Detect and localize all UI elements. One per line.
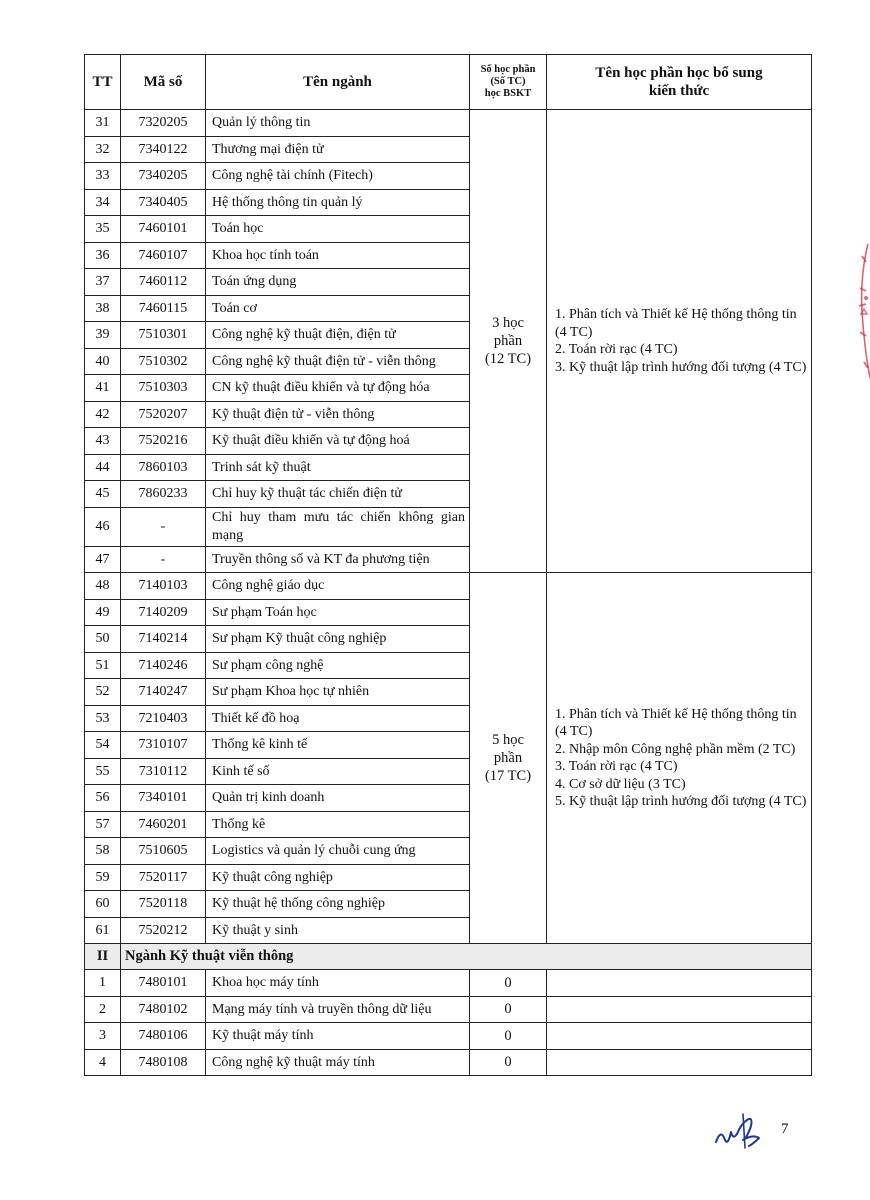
stamp-icon <box>842 236 870 386</box>
row-credits: 0 <box>470 970 547 997</box>
programs-table <box>84 54 812 1076</box>
group1-credits <box>470 110 547 573</box>
row-code: 7510303 <box>121 375 206 402</box>
row-tt: 58 <box>85 838 121 865</box>
row-tt: 35 <box>85 216 121 243</box>
row-tt: 4 <box>85 1049 121 1076</box>
row-name: Chỉ huy tham mưu tác chiến không gian mạng <box>206 507 470 546</box>
header-name: Tên ngành <box>206 55 470 110</box>
row-name: Quản trị kinh doanh <box>206 785 470 812</box>
row-name: Sư phạm Toán học <box>206 599 470 626</box>
row-name: Thống kê <box>206 811 470 838</box>
row-name: Sư phạm công nghệ <box>206 652 470 679</box>
row-code: 7480108 <box>121 1049 206 1076</box>
row-tt: 1 <box>85 970 121 997</box>
row-code: 7140246 <box>121 652 206 679</box>
row-code: 7520212 <box>121 917 206 944</box>
header-code: Mã số <box>121 55 206 110</box>
group2-course-3: 3. Toán rời rạc (4 TC) <box>555 759 678 774</box>
row-name: Chỉ huy kỹ thuật tác chiến điện tử <box>206 481 470 508</box>
row-code: 7340405 <box>121 189 206 216</box>
row-code: 7310107 <box>121 732 206 759</box>
row-tt: 43 <box>85 428 121 455</box>
group1-course-2: 2. Toán rời rạc (4 TC) <box>555 342 678 357</box>
section-row <box>85 944 812 970</box>
row-name: Kỹ thuật máy tính <box>206 1023 470 1050</box>
row-code: 7310112 <box>121 758 206 785</box>
table-row <box>85 110 812 137</box>
row-code: 7860233 <box>121 481 206 508</box>
row-code: 7460112 <box>121 269 206 296</box>
row-name: Toán học <box>206 216 470 243</box>
group1-credits-line3: (12 TC) <box>484 351 532 367</box>
group2-course-4: 4. Cơ sở dữ liệu (3 TC) <box>555 776 686 792</box>
group1-credits-line2: phần <box>493 333 523 349</box>
header-courses-line1: Tên học phần học bổ sung <box>595 65 763 81</box>
row-tt: 41 <box>85 375 121 402</box>
header-credits-line3: học BSKT <box>484 88 532 99</box>
row-courses <box>547 1049 812 1076</box>
row-tt: 51 <box>85 652 121 679</box>
row-tt: 2 <box>85 996 121 1023</box>
row-tt: 3 <box>85 1023 121 1050</box>
table-row <box>85 1049 812 1076</box>
row-code: 7520118 <box>121 891 206 918</box>
group1-course-1: 1. Phân tích và Thiết kế Hệ thống thông tin (4 TC) <box>555 307 797 340</box>
group2-course-2: 2. Nhập môn Công nghệ phần mềm (2 TC) <box>555 741 796 757</box>
row-name: Thiết kế đồ hoạ <box>206 705 470 732</box>
row-code: 7480101 <box>121 970 206 997</box>
row-tt: 31 <box>85 110 121 137</box>
row-code: 7460201 <box>121 811 206 838</box>
header-courses <box>547 55 812 110</box>
row-name: Trinh sát kỹ thuật <box>206 454 470 481</box>
row-courses <box>547 1023 812 1050</box>
row-name: Công nghệ kỹ thuật điện tử - viễn thông <box>206 348 470 375</box>
row-code: 7510302 <box>121 348 206 375</box>
table-row <box>85 573 812 600</box>
row-courses <box>547 970 812 997</box>
row-name: Quản lý thông tin <box>206 110 470 137</box>
row-tt: 57 <box>85 811 121 838</box>
row-code: 7210403 <box>121 705 206 732</box>
row-tt: 55 <box>85 758 121 785</box>
row-tt: 47 <box>85 546 121 573</box>
group2-credits-line1: 5 học <box>492 732 524 748</box>
row-credits: 0 <box>470 1049 547 1076</box>
row-tt: 59 <box>85 864 121 891</box>
group2-credits-line2: phần <box>493 750 523 766</box>
row-name: Khoa học tính toán <box>206 242 470 269</box>
row-tt: 45 <box>85 481 121 508</box>
row-name: Thương mại điện tử <box>206 136 470 163</box>
row-tt: 61 <box>85 917 121 944</box>
page-number: 7 <box>781 1121 789 1137</box>
row-code: 7510605 <box>121 838 206 865</box>
row-name: Kỹ thuật công nghiệp <box>206 864 470 891</box>
row-name: Công nghệ kỹ thuật máy tính <box>206 1049 470 1076</box>
row-code: 7460107 <box>121 242 206 269</box>
row-tt: 53 <box>85 705 121 732</box>
header-courses-line2: kiến thức <box>648 83 710 99</box>
row-name: Công nghệ giáo dục <box>206 573 470 600</box>
row-name: Khoa học máy tính <box>206 970 470 997</box>
row-code: 7480106 <box>121 1023 206 1050</box>
row-name: Mạng máy tính và truyền thông dữ liệu <box>206 996 470 1023</box>
section-title: Ngành Kỹ thuật viễn thông <box>121 944 812 970</box>
row-name: Kỹ thuật điều khiển và tự động hoá <box>206 428 470 455</box>
section-number: II <box>85 944 121 970</box>
row-tt: 36 <box>85 242 121 269</box>
row-name: CN kỹ thuật điều khiển và tự động hóa <box>206 375 470 402</box>
row-name: Truyền thông số và KT đa phương tiện <box>206 546 470 573</box>
row-tt: 39 <box>85 322 121 349</box>
row-code: - <box>121 507 206 546</box>
row-code: 7520207 <box>121 401 206 428</box>
row-name: Kinh tế số <box>206 758 470 785</box>
row-tt: 60 <box>85 891 121 918</box>
header-credits-line1: Số học phần <box>480 64 536 75</box>
table-row <box>85 970 812 997</box>
row-tt: 50 <box>85 626 121 653</box>
group1-courses <box>547 110 812 573</box>
group2-credits <box>470 573 547 944</box>
row-code: 7140214 <box>121 626 206 653</box>
row-name: Sư phạm Khoa học tự nhiên <box>206 679 470 706</box>
header-credits <box>470 55 547 110</box>
row-name: Kỹ thuật y sinh <box>206 917 470 944</box>
row-tt: 54 <box>85 732 121 759</box>
header-tt: TT <box>85 55 121 110</box>
group2-course-5: 5. Kỹ thuật lập trình hướng đối tượng (4 TC) <box>555 794 807 809</box>
row-tt: 38 <box>85 295 121 322</box>
row-name: Toán ứng dụng <box>206 269 470 296</box>
group1-course-3: 3. Kỹ thuật lập trình hướng đối tượng (4 TC) <box>555 359 807 375</box>
row-tt: 32 <box>85 136 121 163</box>
row-code: 7340101 <box>121 785 206 812</box>
row-courses <box>547 996 812 1023</box>
header-credits-line2: (Số TC) <box>490 76 526 87</box>
row-tt: 46 <box>85 507 121 546</box>
row-name: Kỹ thuật điện tử - viễn thông <box>206 401 470 428</box>
signature-icon <box>713 1110 773 1150</box>
row-name: Toán cơ <box>206 295 470 322</box>
row-code: 7460101 <box>121 216 206 243</box>
row-name: Công nghệ kỹ thuật điện, điện tử <box>206 322 470 349</box>
row-tt: 44 <box>85 454 121 481</box>
row-tt: 34 <box>85 189 121 216</box>
row-name: Công nghệ tài chính (Fitech) <box>206 163 470 190</box>
row-code: 7460115 <box>121 295 206 322</box>
row-code: 7340122 <box>121 136 206 163</box>
row-code: 7520216 <box>121 428 206 455</box>
row-code: 7340205 <box>121 163 206 190</box>
row-tt: 52 <box>85 679 121 706</box>
row-tt: 49 <box>85 599 121 626</box>
row-tt: 37 <box>85 269 121 296</box>
row-tt: 40 <box>85 348 121 375</box>
row-credits: 0 <box>470 1023 547 1050</box>
table-header-row <box>85 55 812 110</box>
row-credits: 0 <box>470 996 547 1023</box>
row-code: 7480102 <box>121 996 206 1023</box>
row-code: 7510301 <box>121 322 206 349</box>
row-code: 7520117 <box>121 864 206 891</box>
row-name: Kỹ thuật hệ thống công nghiệp <box>206 891 470 918</box>
row-tt: 33 <box>85 163 121 190</box>
row-code: 7140103 <box>121 573 206 600</box>
group2-course-1: 1. Phân tích và Thiết kế Hệ thống thông tin (4 TC) <box>555 706 797 739</box>
row-code: 7860103 <box>121 454 206 481</box>
row-name: Logistics và quản lý chuỗi cung ứng <box>206 838 470 865</box>
table-row <box>85 996 812 1023</box>
row-tt: 48 <box>85 573 121 600</box>
group1-credits-line1: 3 học <box>492 315 524 331</box>
row-code: 7140247 <box>121 679 206 706</box>
row-name: Sư phạm Kỹ thuật công nghiệp <box>206 626 470 653</box>
row-name: Thống kê kinh tế <box>206 732 470 759</box>
row-name: Hệ thống thông tin quản lý <box>206 189 470 216</box>
row-tt: 56 <box>85 785 121 812</box>
row-code: 7320205 <box>121 110 206 137</box>
table-row <box>85 1023 812 1050</box>
row-tt: 42 <box>85 401 121 428</box>
row-code: - <box>121 546 206 573</box>
group2-credits-line3: (17 TC) <box>484 768 532 784</box>
group2-courses <box>547 573 812 944</box>
row-code: 7140209 <box>121 599 206 626</box>
